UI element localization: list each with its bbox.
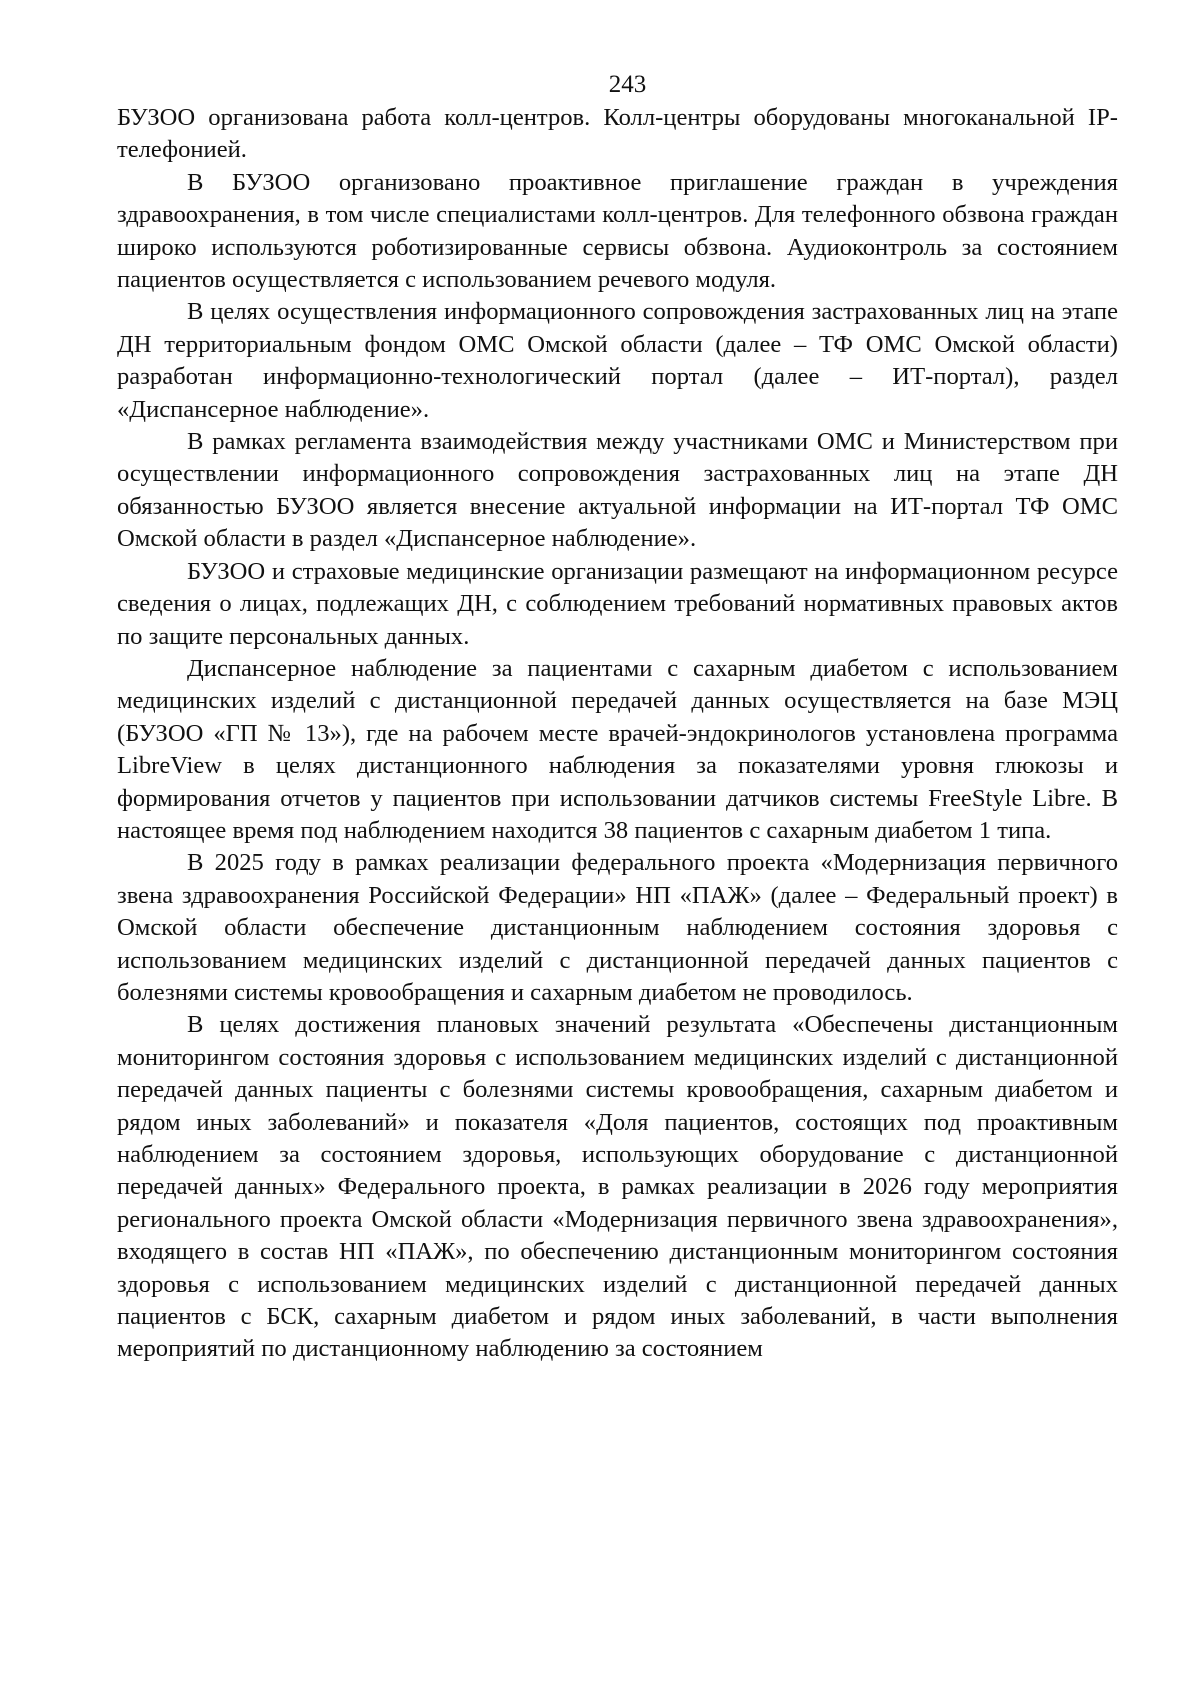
paragraph-1: БУЗОО организована работа колл-центров. Колл-центры оборудованы многоканальной IP-телефонией. [117,104,1118,164]
paragraph-3: В целях осуществления информационного сопровождения застрахованных лиц на этапе ДН территориальным фондом ОМС Омской области (далее – ТФ ОМС Омской области) разработан информационно-технологический портал (далее – ИТ-портал), раздел «Диспансерное наблюдение». [117,298,1118,423]
paragraph-6: Диспансерное наблюдение за пациентами с сахарным диабетом с использованием медицинских изделий с дистанционной передачей данных осуществляется на базе МЭЦ (БУЗОО «ГП № 13»), где на рабочем месте врачей-эндокринологов установлена программа LibreView в целях дистанционного наблюдения за показателями уровня глюкозы и формирования отчетов у пациентов при использовании датчиков системы FreeStyle Libre. В настоящее время под наблюдением находится 38 пациентов с сахарным диабетом 1 типа. [117,654,1118,844]
paragraph-7: В 2025 году в рамках реализации федерального проекта «Модернизация первичного звена здравоохранения Российской Федерации» НП «ПАЖ» (далее – Федеральный проект) в Омской области обеспечение дистанционным наблюдением состояния здоровья с использованием медицинских изделий с дистанционной передачей данных пациентов с болезнями системы кровообращения и сахарным диабетом не проводилось. [117,849,1118,1006]
paragraph-5: БУЗОО и страховые медицинские организации размещают на информационном ресурсе сведения о лицах, подлежащих ДН, с соблюдением требований нормативных правовых актов по защите персональных данных. [117,557,1118,650]
paragraph-8: В целях достижения плановых значений результата «Обеспечены дистанционным мониторингом состояния здоровья с использованием медицинских изделий с дистанционной передачей данных пациенты с болезнями системы кровообращения, сахарным диабетом и рядом иных заболеваний» и показателя «Доля пациентов, состоящих под проактивным наблюдением за состоянием здоровья, использующих оборудование с дистанционной передачей данных» Федерального проекта, в рамках реализации в 2026 году мероприятия регионального проекта Омской области «Модернизация первичного звена здравоохранения», входящего в состав НП «ПАЖ», по обеспечению дистанционным мониторингом состояния здоровья с использованием медицинских изделий с дистанционной передачей данных пациентов с БСК, сахарным диабетом и рядом иных заболеваний, в части выполнения мероприятий по дистанционному наблюдению за состоянием [117,1011,1118,1363]
body-text [117,102,1118,1366]
paragraph-2: В БУЗОО организовано проактивное приглашение граждан в учреждения здравоохранения, в том числе специалистами колл-центров. Для телефонного обзвона граждан широко используются роботизированные сервисы обзвона. Аудиоконтроль за состоянием пациентов осуществляется с использованием речевого модуля. [117,168,1118,294]
page-number: 243 [608,71,647,98]
paragraph-4: В рамках регламента взаимодействия между участниками ОМС и Министерством при осуществлении информационного сопровождения застрахованных лиц на этапе ДН обязанностью БУЗОО является внесение актуальной информации на ИТ-портал ТФ ОМС Омской области в раздел «Диспансерное наблюдение». [117,428,1118,553]
